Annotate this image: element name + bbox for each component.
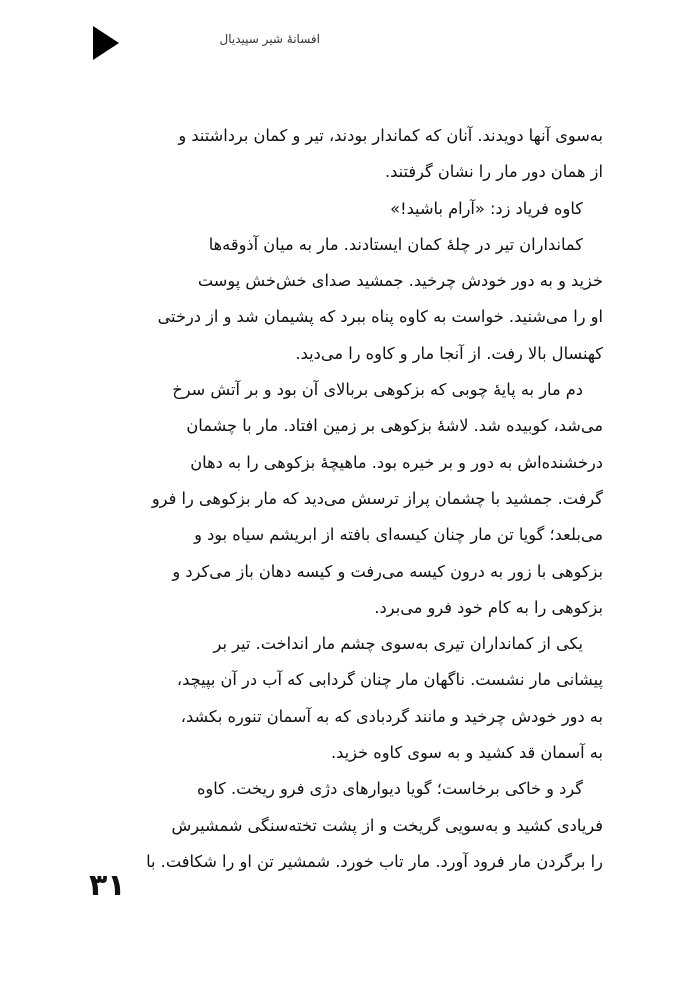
text-line: خزید و به دور خودش چرخید. جمشید صدای خش‌خش پوست: [197, 271, 603, 291]
text-line: کاوه فریاد زد: «آرام باشید!»: [390, 198, 583, 218]
text-line: گرد و خاکی برخاست؛ گویا دیوارهای دژی فرو ریخت. کاوه: [196, 779, 583, 799]
text-line: کمانداران تیر در چلهٔ کمان ایستادند. مار به میان آذوقه‌ها: [208, 234, 583, 254]
text-line: به دور خودش چرخید و مانند گردبادی که به آسمان تنوره بکشد،: [180, 706, 603, 726]
text-line: درخشنده‌اش به دور و بر خیره بود. ماهیچهٔ بزکوهی را به دهان: [190, 452, 603, 472]
text-line: به‌سوی آنها دویدند. آنان که کماندار بودند، تیر و کمان برداشتند و: [178, 126, 603, 145]
text-line: می‌بلعد؛ گویا تن مار چنان کیسه‌ای بافته از ابریشم سیاه بود و: [194, 525, 603, 545]
text-line: او را می‌شنید. خواست به کاوه پناه ببرد که پشیمان شد و از درختی: [157, 307, 603, 327]
triangle-marker-icon: [93, 26, 119, 60]
text-line: دم مار به پایهٔ چوبی که بزکوهی بربالای آن بود و بر آتش سرخ: [172, 380, 583, 400]
body-text: [88, 118, 603, 880]
text-line: فریادی کشید و به‌سویی گریخت و از پشت تخته‌سنگی شمشیرش: [171, 815, 603, 835]
text-line: گرفت. جمشید با چشمان پراز ترسش می‌دید که مار بزکوهی را فرو: [151, 488, 603, 508]
running-title: افسانهٔ شیر سپیدیال: [219, 32, 320, 46]
text-line: بزکوهی با زور به درون کیسه می‌رفت و کیسه دهان باز می‌کرد و: [172, 561, 603, 581]
text-line: به آسمان قد کشید و به سوی کاوه خزید.: [331, 743, 603, 763]
text-line: را برگردن مار فرود آورد. مار تاب خورد. شمشیر تن او را شکافت. با: [146, 851, 603, 871]
page-number: ۳۱: [89, 868, 126, 903]
text-line: می‌شد، کوبیده شد. لاشهٔ بزکوهی بر زمین افتاد. مار با چشمان: [186, 416, 603, 436]
text-line: پیشانی مار نشست. ناگهان مار چنان گردابی که آب در آن بپیچد،: [176, 670, 603, 690]
text-line: از همان دور مار را نشان گرفتند.: [384, 162, 603, 182]
text-line: بزکوهی را به کام خود فرو می‌برد.: [374, 597, 603, 617]
page-header: [0, 10, 679, 58]
text-line: یکی از کمانداران تیری به‌سوی چشم مار انداخت. تیر بر: [213, 634, 583, 654]
text-line: کهنسال بالا رفت. از آنجا مار و کاوه را می‌دید.: [295, 343, 603, 363]
